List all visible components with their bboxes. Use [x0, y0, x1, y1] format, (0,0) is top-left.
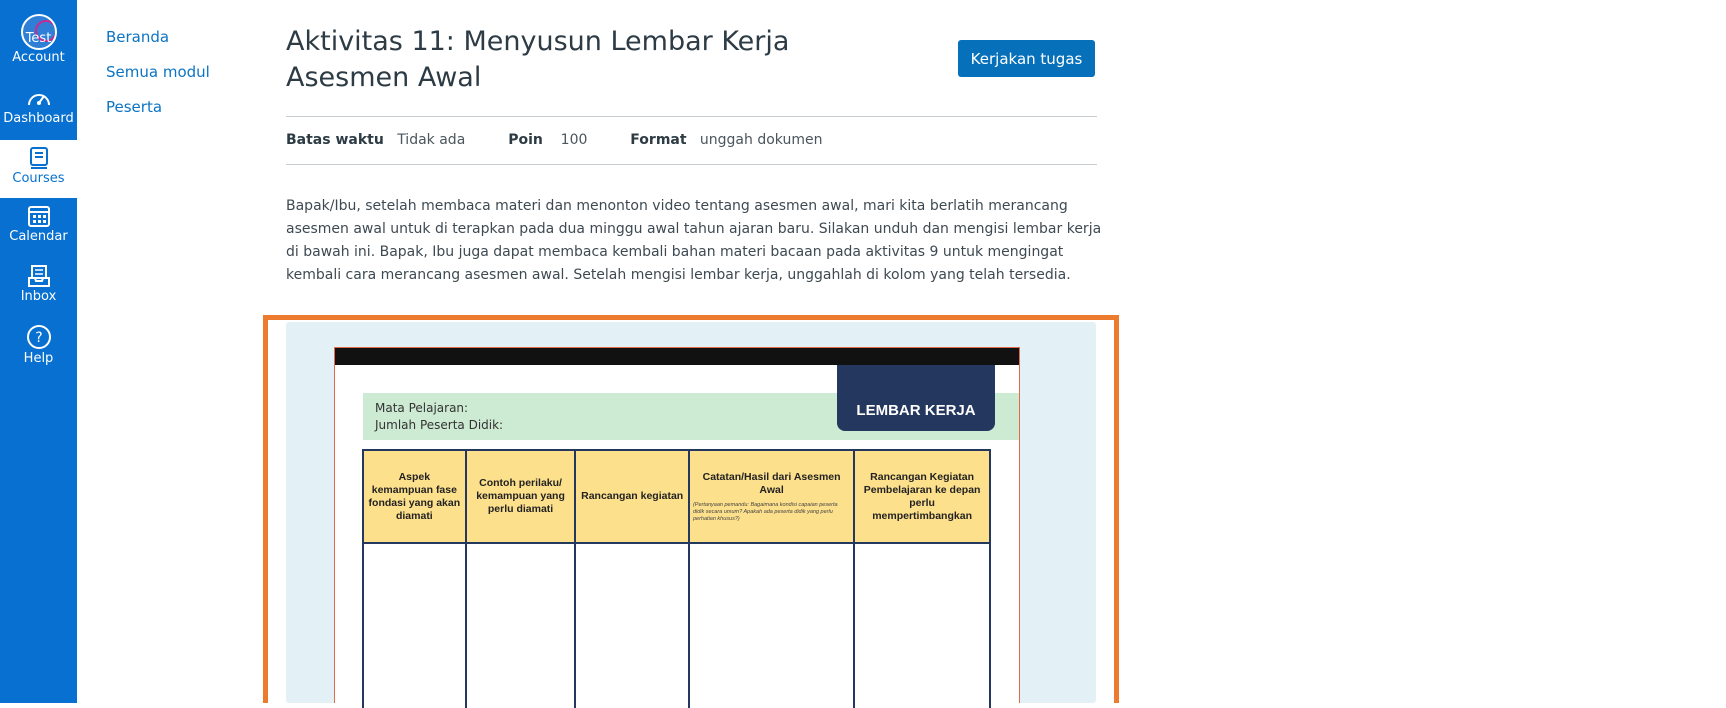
- due-value: Tidak ada: [397, 132, 466, 148]
- divider: [286, 116, 1097, 117]
- global-nav: [0, 0, 77, 703]
- page-title: Aktivitas 11: Menyusun Lembar Kerja Asesmen Awal: [286, 26, 790, 93]
- table-header-cell: Catatan/Hasil dari Asesmen Awal (Pertanyaan pemandu: Bagaimana kondisi capaian peserta didik secara umum? Apakah ada peserta didik yang perlu perhatian khusus?): [689, 450, 854, 543]
- table-header-cell: Aspek kemampuan fase fondasi yang akan diamati: [363, 450, 466, 543]
- points-value: 100: [560, 132, 588, 148]
- nav-courses-label: Courses: [12, 171, 65, 186]
- course-nav: [106, 28, 210, 133]
- nav-calendar[interactable]: [0, 204, 77, 256]
- assignment-details: [286, 132, 822, 148]
- due-label: Batas waktu: [286, 132, 384, 148]
- students-label: Jumlah Peserta Didik:: [375, 418, 504, 432]
- nav-calendar-label: Calendar: [9, 229, 68, 244]
- course-nav-beranda[interactable]: Beranda: [106, 28, 170, 46]
- table-header-cell: Rancangan Kegiatan Pembelajaran ke depan perlu mempertimbangkan: [854, 450, 990, 543]
- assignment-description: Bapak/Ibu, setelah membaca materi dan menonton video tentang asesmen awal, mari kita berlatih merancang asesmen awal untuk di terapkan pada dua minggu awal tahun ajaran baru. Silakan unduh dan mengisi lembar kerja di bawah ini. Bapak, Ibu juga dapat membaca kembali bahan materi bacaan pada aktivitas 9 untuk mengingat kembali cara merancang asesmen awal. Setelah mengisi lembar kerja, unggahlah di kolom yang telah tersedia.: [286, 198, 1102, 283]
- nav-account-label: Account: [12, 50, 65, 65]
- nav-courses[interactable]: [0, 140, 77, 198]
- nav-dashboard-label: Dashboard: [3, 111, 74, 126]
- course-nav-peserta[interactable]: Peserta: [106, 98, 163, 116]
- table-header-cell: Rancangan kegiatan: [575, 450, 689, 543]
- svg-text:?: ?: [34, 330, 43, 346]
- submit-assignment-button[interactable]: Kerjakan tugas: [958, 40, 1095, 77]
- inbox-icon: [27, 264, 51, 288]
- courses-icon: [28, 146, 50, 170]
- nav-inbox[interactable]: [0, 264, 77, 316]
- nav-help-label: Help: [23, 351, 54, 366]
- calendar-icon: [27, 204, 51, 228]
- dashboard-icon: [26, 88, 52, 110]
- format-label: Format: [630, 132, 687, 148]
- avatar: [21, 14, 57, 50]
- highlight-frame: [263, 315, 1119, 703]
- nav-inbox-label: Inbox: [20, 289, 57, 304]
- avatar-text: Test: [25, 31, 52, 46]
- divider: [286, 164, 1097, 165]
- worksheet-badge-text: LEMBAR KERJA: [856, 402, 976, 419]
- nav-account[interactable]: [0, 14, 77, 74]
- format-value: unggah dokumen: [699, 132, 823, 148]
- table-header-cell: Contoh perilaku/ kemampuan yang perlu diamati: [466, 450, 576, 543]
- subject-label: Mata Pelajaran:: [375, 401, 469, 415]
- course-nav-semua-modul[interactable]: Semua modul: [106, 63, 210, 81]
- nav-dashboard[interactable]: [0, 88, 77, 140]
- nav-help[interactable]: [0, 324, 77, 376]
- header-note: (Pertanyaan pemandu: Bagaimana kondisi capaian peserta didik secara umum? Apakah ada peserta didik yang perlu perhatian khusus?): [692, 501, 838, 522]
- points-label: Poin: [508, 132, 543, 148]
- help-icon: [26, 324, 52, 350]
